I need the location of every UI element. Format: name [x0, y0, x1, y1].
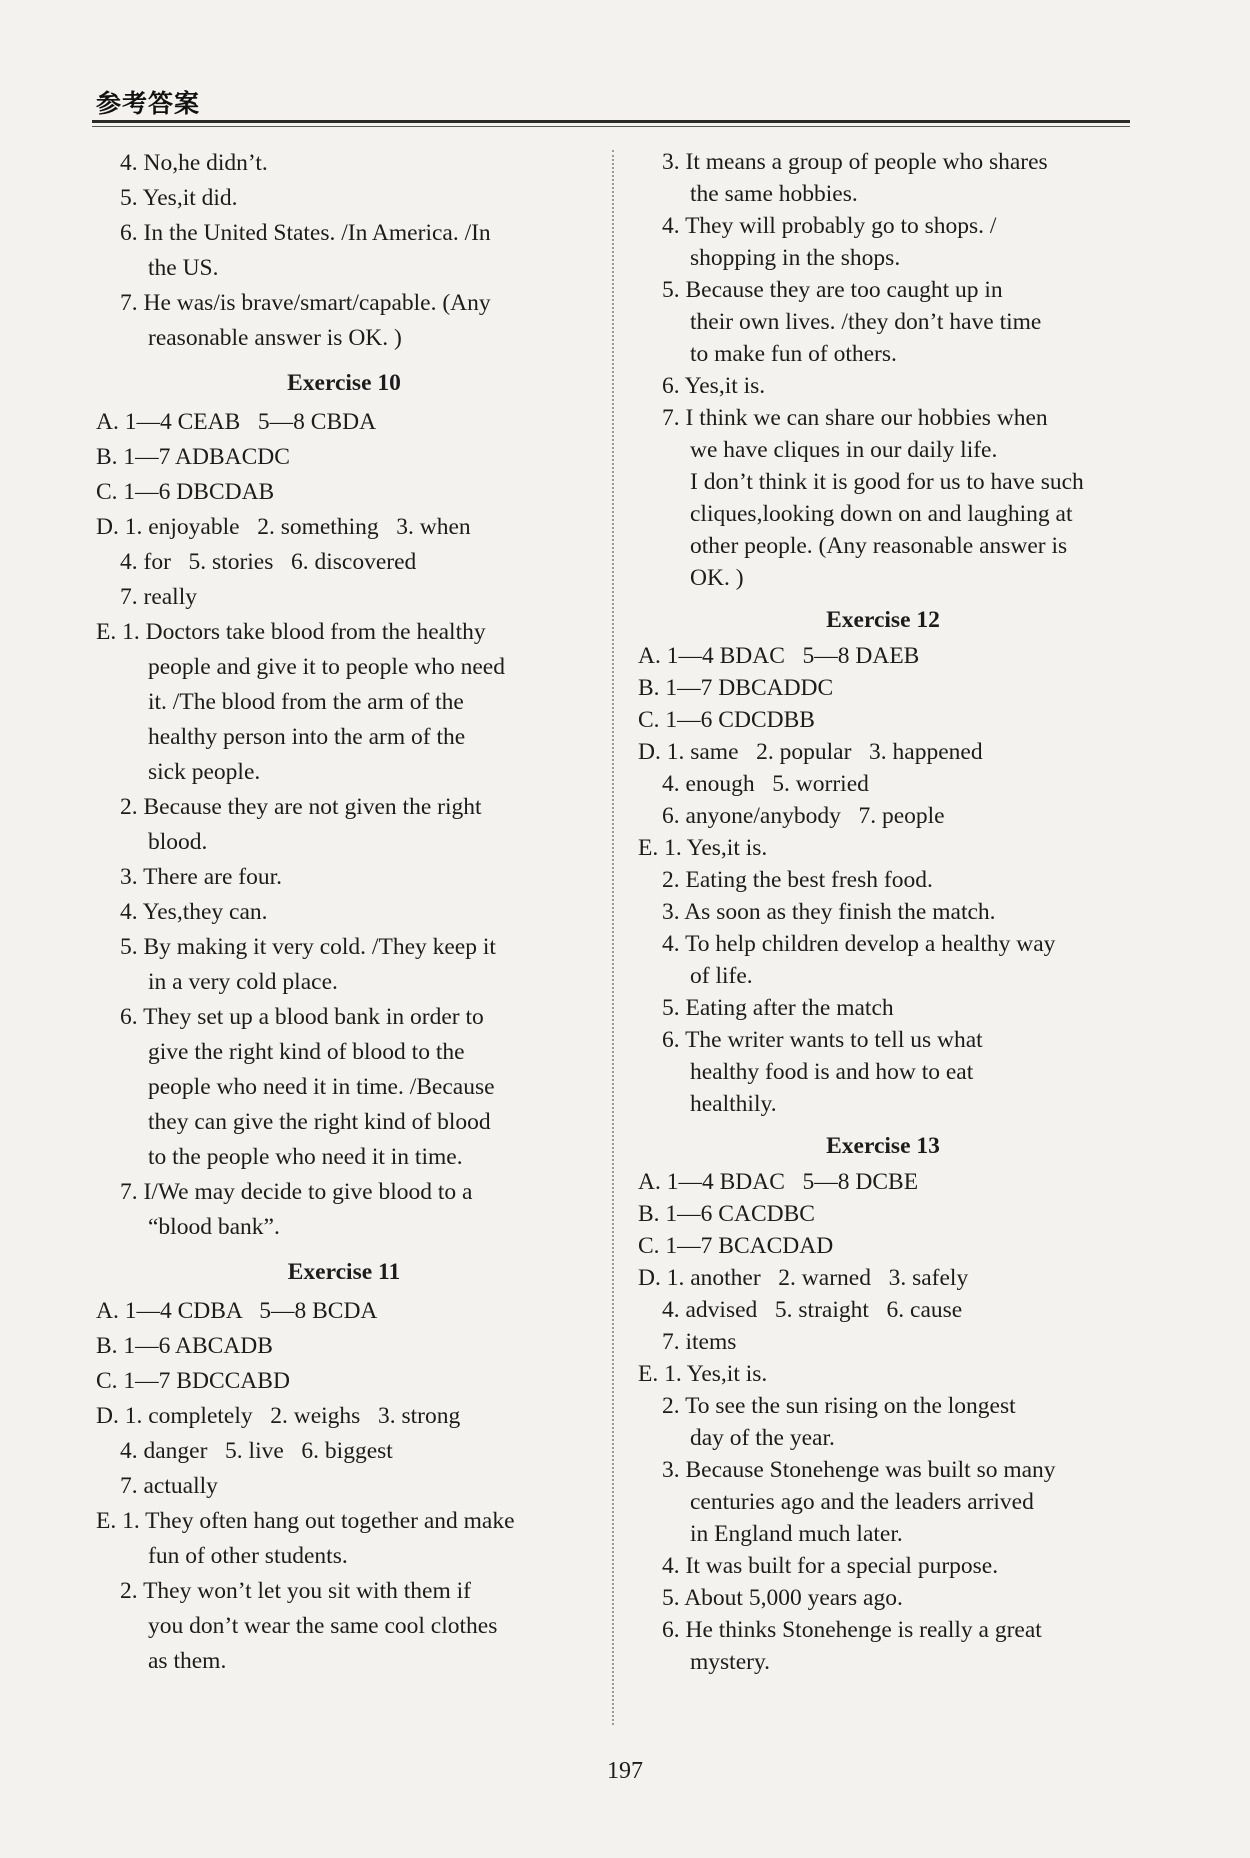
right-answer-line: 5. About 5,000 years ago. — [662, 1585, 903, 1611]
left-answer-line: it. /The blood from the arm of the — [148, 689, 464, 715]
right-answer-line: 2. Eating the best fresh food. — [662, 867, 933, 893]
right-answer-line: 4. They will probably go to shops. / — [662, 213, 997, 239]
left-answer-line: E. 1. Doctors take blood from the healthy — [96, 619, 486, 645]
left-answer-line: 4. No,he didn’t. — [120, 150, 268, 176]
right-answer-line: 5. Because they are too caught up in — [662, 277, 1003, 303]
left-answer-line: healthy person into the arm of the — [148, 724, 466, 750]
page-number: 197 — [607, 1758, 643, 1784]
left-answer-line: 6. In the United States. /In America. /In — [120, 220, 491, 246]
left-answer-line: in a very cold place. — [148, 969, 338, 995]
right-answer-line: 5. Eating after the match — [662, 995, 894, 1021]
right-answer-line: other people. (Any reasonable answer is — [690, 533, 1068, 559]
right-answer-line: OK. ) — [690, 565, 744, 591]
right-answer-line: of life. — [690, 963, 753, 989]
left-answer-line: 2. Because they are not given the right — [120, 794, 482, 820]
left-answer-line: 7. I/We may decide to give blood to a — [120, 1179, 473, 1205]
left-answer-line: C. 1—7 BDCCABD — [96, 1368, 290, 1394]
exercise-title: Exercise 13 — [826, 1133, 940, 1159]
right-answer-line: 4. advised 5. straight 6. cause — [662, 1297, 963, 1323]
left-answer-line: to the people who need it in time. — [148, 1144, 463, 1170]
right-answer-line: 4. enough 5. worried — [662, 771, 869, 797]
left-answer-line: sick people. — [148, 759, 261, 785]
right-answer-line: day of the year. — [690, 1425, 835, 1451]
left-answer-line: B. 1—6 ABCADB — [96, 1333, 273, 1359]
left-answer-line: people and give it to people who need — [148, 654, 505, 680]
left-answer-line: people who need it in time. /Because — [148, 1074, 495, 1100]
left-answer-line: C. 1—6 DBCDAB — [96, 479, 275, 505]
right-answer-line: to make fun of others. — [690, 341, 897, 367]
left-answer-line: 4. Yes,they can. — [120, 899, 268, 925]
exercise-title: Exercise 12 — [826, 607, 940, 633]
right-answer-line: A. 1—4 BDAC 5—8 DCBE — [638, 1169, 919, 1195]
column-divider — [612, 150, 614, 1725]
left-answer-line: 7. actually — [120, 1473, 218, 1499]
left-column — [96, 146, 592, 1679]
right-answer-line: mystery. — [690, 1649, 771, 1675]
left-answer-line: reasonable answer is OK. ) — [148, 325, 402, 351]
right-answer-line: B. 1—6 CACDBC — [638, 1201, 815, 1227]
right-answer-line: 2. To see the sun rising on the longest — [662, 1393, 1016, 1419]
left-answer-line: 4. for 5. stories 6. discovered — [120, 549, 417, 575]
left-answer-line: blood. — [148, 829, 208, 855]
left-answer-line: 4. danger 5. live 6. biggest — [120, 1438, 393, 1464]
right-answer-line: their own lives. /they don’t have time — [690, 309, 1042, 335]
left-answer-line: 5. By making it very cold. /They keep it — [120, 934, 496, 960]
left-answer-line: E. 1. They often hang out together and make — [96, 1508, 515, 1534]
right-answer-line: D. 1. another 2. warned 3. safely — [638, 1265, 969, 1291]
right-answer-line: 6. He thinks Stonehenge is really a great — [662, 1617, 1042, 1643]
right-answer-line: E. 1. Yes,it is. — [638, 1361, 768, 1387]
right-answer-line: C. 1—7 BCACDAD — [638, 1233, 834, 1259]
right-answer-line: A. 1—4 BDAC 5—8 DAEB — [638, 643, 920, 669]
right-answer-line: 3. As soon as they finish the match. — [662, 899, 996, 925]
left-answer-line: 2. They won’t let you sit with them if — [120, 1578, 471, 1604]
right-answer-line: shopping in the shops. — [690, 245, 901, 271]
left-answer-line: as them. — [148, 1648, 227, 1674]
right-answer-line: we have cliques in our daily life. — [690, 437, 998, 463]
left-answer-line: you don’t wear the same cool clothes — [148, 1613, 498, 1639]
left-answer-line: 3. There are four. — [120, 864, 283, 890]
header-title: 参考答案 — [96, 89, 201, 118]
right-answer-line: healthily. — [690, 1091, 777, 1117]
right-answer-line: 6. Yes,it is. — [662, 373, 766, 399]
left-answer-line: 7. really — [120, 584, 197, 610]
left-answer-line: 7. He was/is brave/smart/capable. (Any — [120, 290, 491, 316]
left-answer-line: give the right kind of blood to the — [148, 1039, 465, 1065]
left-answer-line: 6. They set up a blood bank in order to — [120, 1004, 484, 1030]
right-answer-line: the same hobbies. — [690, 181, 858, 207]
right-answer-line: E. 1. Yes,it is. — [638, 835, 768, 861]
left-answer-line: A. 1—4 CDBA 5—8 BCDA — [96, 1298, 378, 1324]
right-answer-line: cliques,looking down on and laughing at — [690, 501, 1073, 527]
left-answer-line: A. 1—4 CEAB 5—8 CBDA — [96, 409, 377, 435]
right-answer-line: I don’t think it is good for us to have such — [690, 469, 1084, 495]
left-answer-line: D. 1. enjoyable 2. something 3. when — [96, 514, 471, 540]
right-answer-line: 7. I think we can share our hobbies when — [662, 405, 1048, 431]
left-answer-line: B. 1—7 ADBACDC — [96, 444, 290, 470]
header-rule — [92, 120, 1130, 123]
left-answer-line: D. 1. completely 2. weighs 3. strong — [96, 1403, 461, 1429]
right-answer-line: in England much later. — [690, 1521, 903, 1547]
header-rule-thin — [92, 126, 1130, 127]
right-answer-line: C. 1—6 CDCDBB — [638, 707, 815, 733]
right-answer-line: D. 1. same 2. popular 3. happened — [638, 739, 983, 765]
right-answer-line: 4. It was built for a special purpose. — [662, 1553, 999, 1579]
right-answer-line: healthy food is and how to eat — [690, 1059, 974, 1085]
left-answer-line: they can give the right kind of blood — [148, 1109, 491, 1135]
left-answer-line: fun of other students. — [148, 1543, 348, 1569]
right-answer-line: 6. The writer wants to tell us what — [662, 1027, 983, 1053]
left-answer-line: 5. Yes,it did. — [120, 185, 238, 211]
left-answer-line: “blood bank”. — [148, 1214, 280, 1240]
exercise-title: Exercise 10 — [287, 370, 401, 396]
right-answer-line: 7. items — [662, 1329, 737, 1355]
right-column — [638, 146, 1128, 1678]
right-answer-line: 6. anyone/anybody 7. people — [662, 803, 945, 829]
right-answer-line: centuries ago and the leaders arrived — [690, 1489, 1034, 1515]
right-answer-line: 4. To help children develop a healthy way — [662, 931, 1056, 957]
exercise-title: Exercise 11 — [287, 1259, 401, 1285]
right-answer-line: 3. Because Stonehenge was built so many — [662, 1457, 1056, 1483]
right-answer-line: 3. It means a group of people who shares — [662, 149, 1048, 175]
left-answer-line: the US. — [148, 255, 219, 281]
right-answer-line: B. 1—7 DBCADDC — [638, 675, 834, 701]
